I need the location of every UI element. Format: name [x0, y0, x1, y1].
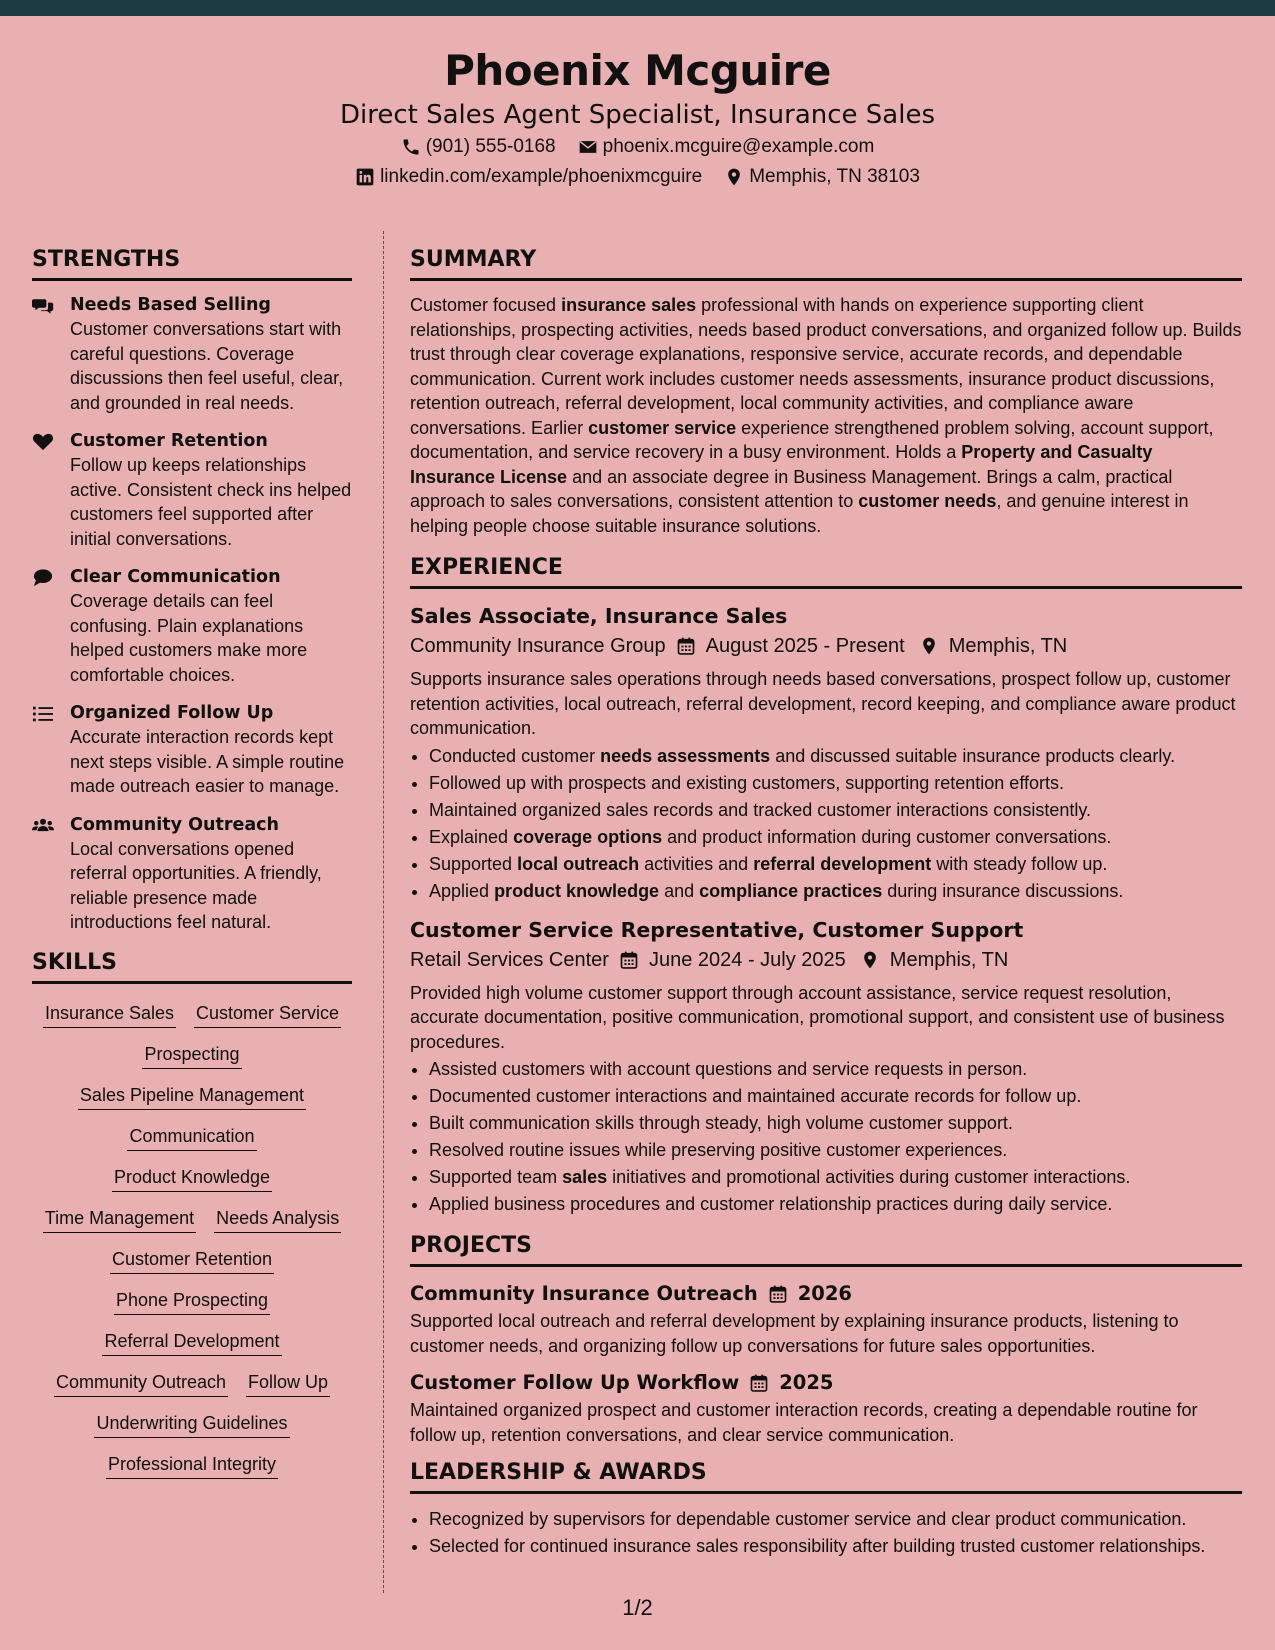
- projects-list: [410, 1279, 1242, 1447]
- text-segment: professional with hands on experience supporting client relationships, prospecting activities, needs based product conversations, and organized follow up. Builds trust through clear coverage explanations, responsive service, accurate records, and dependable communication. Current work includes customer needs assessments, insurance product discussions, retention outreach, referral development, local community activities, and compliance aware conversations. Earlier: [410, 295, 1242, 438]
- text-segment: Built communication skills through steady, high volume customer support.: [429, 1113, 1013, 1133]
- strength-body: [70, 701, 352, 799]
- job-meta: [410, 945, 1242, 975]
- email-contact[interactable]: [578, 132, 875, 162]
- job-location: Memphis, TN: [948, 635, 1068, 657]
- text-segment: initiatives and promotional activities during customer interactions.: [607, 1167, 1131, 1187]
- strength-description: Local conversations opened referral opportunities. A friendly, reliable presence made introductions feel natural.: [70, 838, 322, 932]
- candidate-name: Phoenix Mcguire: [444, 46, 831, 95]
- skills-row: [32, 1123, 352, 1151]
- list-icon: [32, 701, 58, 799]
- phone-contact: [401, 132, 556, 162]
- project-title: Community Insurance Outreach: [410, 1282, 758, 1305]
- bullet-item: [429, 770, 1242, 797]
- bullet-item: [429, 1137, 1242, 1164]
- project-entry: [410, 1368, 1242, 1447]
- experience-list: [410, 601, 1242, 1218]
- skill-tag: Phone Prospecting: [114, 1287, 270, 1315]
- text-segment: Resolved routine issues while preserving positive customer experiences.: [429, 1140, 1008, 1160]
- project-entry: [410, 1279, 1242, 1358]
- skills-row: [32, 1000, 352, 1028]
- calendar-icon: [768, 1284, 788, 1304]
- strength-description: Coverage details can feel confusing. Plain explanations helped customers make more comfortable choices.: [70, 591, 308, 685]
- text-segment: Customer focused: [410, 295, 562, 315]
- job-description: Provided high volume customer support through account assistance, service request resolution, accurate documentation, positive communication, promotional support, and consistent use of business procedures.: [410, 982, 1225, 1052]
- job-meta: [410, 631, 1242, 661]
- strengths-heading: STRENGTHS: [32, 246, 352, 281]
- project-header: [410, 1279, 1242, 1309]
- comment-icon: [32, 565, 58, 687]
- bullet-item: [429, 1164, 1242, 1191]
- map-pin-icon: [860, 950, 880, 970]
- summary-text: [410, 293, 1242, 538]
- strength-body: [70, 813, 352, 935]
- job-title: Customer Service Representative, Customer Support: [410, 917, 1024, 942]
- bold-text: sales: [562, 1167, 608, 1187]
- top-accent-bar: [0, 0, 1275, 16]
- strength-title: Clear Communication: [70, 567, 281, 587]
- email-text[interactable]: phoenix.mcguire@example.com: [602, 136, 875, 157]
- text-segment: , and genuine interest in helping people choose suitable insurance solutions.: [410, 491, 1189, 536]
- calendar-icon: [619, 950, 639, 970]
- job-dates: June 2024 - July 2025: [648, 948, 846, 971]
- skills-row: [32, 1041, 352, 1069]
- project-date: 2026: [797, 1282, 852, 1305]
- bullet-item: [429, 743, 1242, 770]
- skills-row: [32, 1328, 352, 1356]
- page-number: 1/2: [622, 1595, 653, 1620]
- text-segment: and: [659, 880, 700, 901]
- skills-row: [32, 1287, 352, 1315]
- calendar-icon: [676, 636, 696, 656]
- skill-tag: Insurance Sales: [43, 1000, 176, 1028]
- calendar-icon: [749, 1373, 769, 1393]
- strength-body: [70, 565, 352, 687]
- envelope-icon: [578, 137, 598, 157]
- skill-tag: Prospecting: [142, 1041, 241, 1069]
- resume-header: [0, 16, 1275, 204]
- text-segment: Explained: [429, 826, 514, 847]
- bold-text: insurance sales: [561, 295, 697, 315]
- skill-tag: Customer Service: [194, 1000, 341, 1028]
- strength-item: [32, 293, 352, 415]
- map-pin-icon: [919, 636, 939, 656]
- calendar-icon: [619, 950, 639, 970]
- skills-list: [32, 996, 352, 1479]
- left-column: [32, 246, 352, 1479]
- skill-tag: Follow Up: [246, 1369, 330, 1397]
- text-segment: Maintained organized sales records and tracked customer interactions consistently.: [429, 799, 1092, 820]
- bold-text: coverage options: [513, 826, 663, 847]
- calendar-icon: [676, 636, 696, 656]
- linkedin-text[interactable]: linkedin.com/example/phoenixmcguire: [380, 166, 703, 187]
- strength-description: Customer conversations start with careful questions. Coverage discussions then feel useful, clear, and grounded in real needs.: [70, 319, 344, 413]
- strength-item: [32, 701, 352, 799]
- strength-title: Community Outreach: [70, 814, 279, 835]
- skill-tag: Referral Development: [102, 1328, 281, 1356]
- strength-description: Accurate interaction records kept next steps visible. A simple routine made outreach easier to manage.: [70, 727, 345, 796]
- bold-text: referral development: [753, 853, 932, 874]
- map-pin-icon: [919, 636, 939, 656]
- text-segment: Supported team: [429, 1167, 563, 1187]
- skills-row: [32, 1246, 352, 1274]
- bullet-item: [429, 1191, 1242, 1218]
- company-name: Retail Services Center: [410, 948, 609, 971]
- bold-text: needs assessments: [600, 745, 771, 766]
- summary-heading: SUMMARY: [410, 246, 1242, 281]
- projects-heading: PROJECTS: [410, 1232, 1242, 1267]
- phone-icon: [401, 137, 421, 157]
- bold-text: customer service: [588, 417, 737, 438]
- bullet-item: [429, 797, 1242, 824]
- skill-tag: Customer Retention: [110, 1246, 274, 1274]
- skill-tag: Product Knowledge: [112, 1164, 272, 1192]
- bullet-item: [429, 1056, 1242, 1083]
- bullet-item: [429, 824, 1242, 851]
- strength-item: [32, 565, 352, 687]
- text-segment: Applied business procedures and customer relationship practices during daily service.: [429, 1194, 1113, 1214]
- location-text: Memphis, TN 38103: [749, 166, 920, 187]
- skills-heading: SKILLS: [32, 949, 352, 984]
- leadership-heading: LEADERSHIP & AWARDS: [410, 1459, 1242, 1494]
- skills-row: [32, 1205, 352, 1233]
- experience-heading: EXPERIENCE: [410, 554, 1242, 589]
- job-entry: [410, 915, 1242, 1219]
- project-description: Maintained organized prospect and customer interaction records, creating a dependable routine for follow up, retention conversations, and clear service communication.: [410, 1400, 1198, 1445]
- skill-tag: Community Outreach: [54, 1369, 228, 1397]
- skill-tag: Time Management: [43, 1205, 196, 1233]
- skills-row: [32, 1164, 352, 1192]
- bold-text: customer needs: [858, 491, 997, 511]
- project-date: 2025: [779, 1371, 834, 1394]
- linkedin-icon: [355, 167, 375, 187]
- bullet-item: [429, 878, 1242, 905]
- skill-tag: Sales Pipeline Management: [78, 1082, 306, 1110]
- right-column: [410, 246, 1242, 1560]
- job-title: Sales Associate, Insurance Sales: [410, 604, 788, 628]
- strength-description: Follow up keeps relationships active. Consistent check ins helped customers feel supported after initial conversations.: [70, 455, 352, 549]
- bold-text: Property and Casualty Insurance License: [410, 442, 1153, 487]
- job-dates: August 2025 - Present: [705, 635, 905, 657]
- bullet-item: [429, 851, 1242, 878]
- text-segment: with steady follow up.: [931, 853, 1108, 874]
- linkedin-contact[interactable]: [355, 162, 702, 192]
- project-description: Supported local outreach and referral development by explaining insurance products, listening to customer needs, and organizing follow up conversations for future sales opportunities.: [410, 1311, 1179, 1356]
- heart-icon: [32, 429, 58, 551]
- job-entry: [410, 601, 1242, 905]
- bold-text: product knowledge: [494, 880, 660, 901]
- skill-tag: Professional Integrity: [106, 1451, 278, 1479]
- leadership-list: [410, 1506, 1242, 1560]
- skill-tag: Communication: [127, 1123, 256, 1151]
- skills-row: [32, 1369, 352, 1397]
- leadership-item: • Recognized by supervisors for dependable customer service and clear product communication.: [429, 1506, 1242, 1533]
- location-contact: [724, 162, 920, 192]
- calendar-icon: [768, 1284, 788, 1304]
- map-pin-icon: [724, 167, 744, 187]
- job-description: Supports insurance sales operations through needs based conversations, prospect follow up, customer retention activities, local outreach, referral development, record keeping, and compliance aware product communication.: [410, 669, 1236, 738]
- text-segment: activities and: [639, 853, 754, 874]
- text-segment: Documented customer interactions and maintained accurate records for follow up.: [429, 1086, 1082, 1106]
- strength-title: Organized Follow Up: [70, 703, 274, 723]
- leadership-item: • Selected for continued insurance sales responsibility after building trusted customer relationships.: [429, 1533, 1242, 1560]
- contact-row-2: [0, 162, 1275, 192]
- skills-row: [32, 1451, 352, 1479]
- text-segment: Conducted customer: [429, 745, 601, 766]
- comments-icon: [32, 293, 58, 415]
- text-segment: Assisted customers with account questions and service requests in person.: [429, 1059, 1028, 1079]
- skill-tag: Needs Analysis: [214, 1205, 341, 1233]
- company-name: Community Insurance Group: [410, 635, 666, 657]
- text-segment: during insurance discussions.: [882, 880, 1124, 901]
- candidate-title: Direct Sales Agent Specialist, Insurance Sales: [339, 100, 935, 130]
- column-divider: [383, 231, 384, 1593]
- skills-row: [32, 1082, 352, 1110]
- text-segment: Applied: [429, 880, 495, 901]
- users-icon: [32, 813, 58, 935]
- strength-body: [70, 293, 352, 415]
- strength-title: Needs Based Selling: [70, 295, 271, 315]
- bullet-item: [429, 1110, 1242, 1137]
- job-bullets: [410, 1056, 1242, 1218]
- strength-title: Customer Retention: [70, 431, 268, 451]
- contact-row-1: [0, 132, 1275, 162]
- text-segment: Supported: [429, 853, 518, 874]
- strength-item: [32, 429, 352, 551]
- phone-text: (901) 555-0168: [425, 136, 556, 157]
- skill-tag: Underwriting Guidelines: [94, 1410, 289, 1438]
- job-location: Memphis, TN: [889, 948, 1009, 971]
- text-segment: and product information during customer conversations.: [662, 826, 1112, 847]
- bullet-item: [429, 1083, 1242, 1110]
- text-segment: and an associate degree in Business Management. Brings a calm, practical approach to sales conversations, consistent attention to: [410, 466, 1173, 511]
- text-segment: experience strengthened problem solving, account support, documentation, and service recovery in a busy environment. Holds a: [410, 417, 1214, 462]
- map-pin-icon: [860, 950, 880, 970]
- calendar-icon: [749, 1373, 769, 1393]
- strength-item: [32, 813, 352, 935]
- text-segment: Followed up with prospects and existing customers, supporting retention efforts.: [429, 772, 1065, 793]
- strength-body: [70, 429, 352, 551]
- text-segment: and discussed suitable insurance products clearly.: [770, 745, 1176, 766]
- bold-text: compliance practices: [699, 880, 883, 901]
- job-bullets: [410, 743, 1242, 905]
- skills-row: [32, 1410, 352, 1438]
- project-header: [410, 1368, 1242, 1398]
- project-title: Customer Follow Up Workflow: [410, 1371, 740, 1394]
- strengths-list: [32, 293, 352, 935]
- bold-text: local outreach: [517, 853, 640, 874]
